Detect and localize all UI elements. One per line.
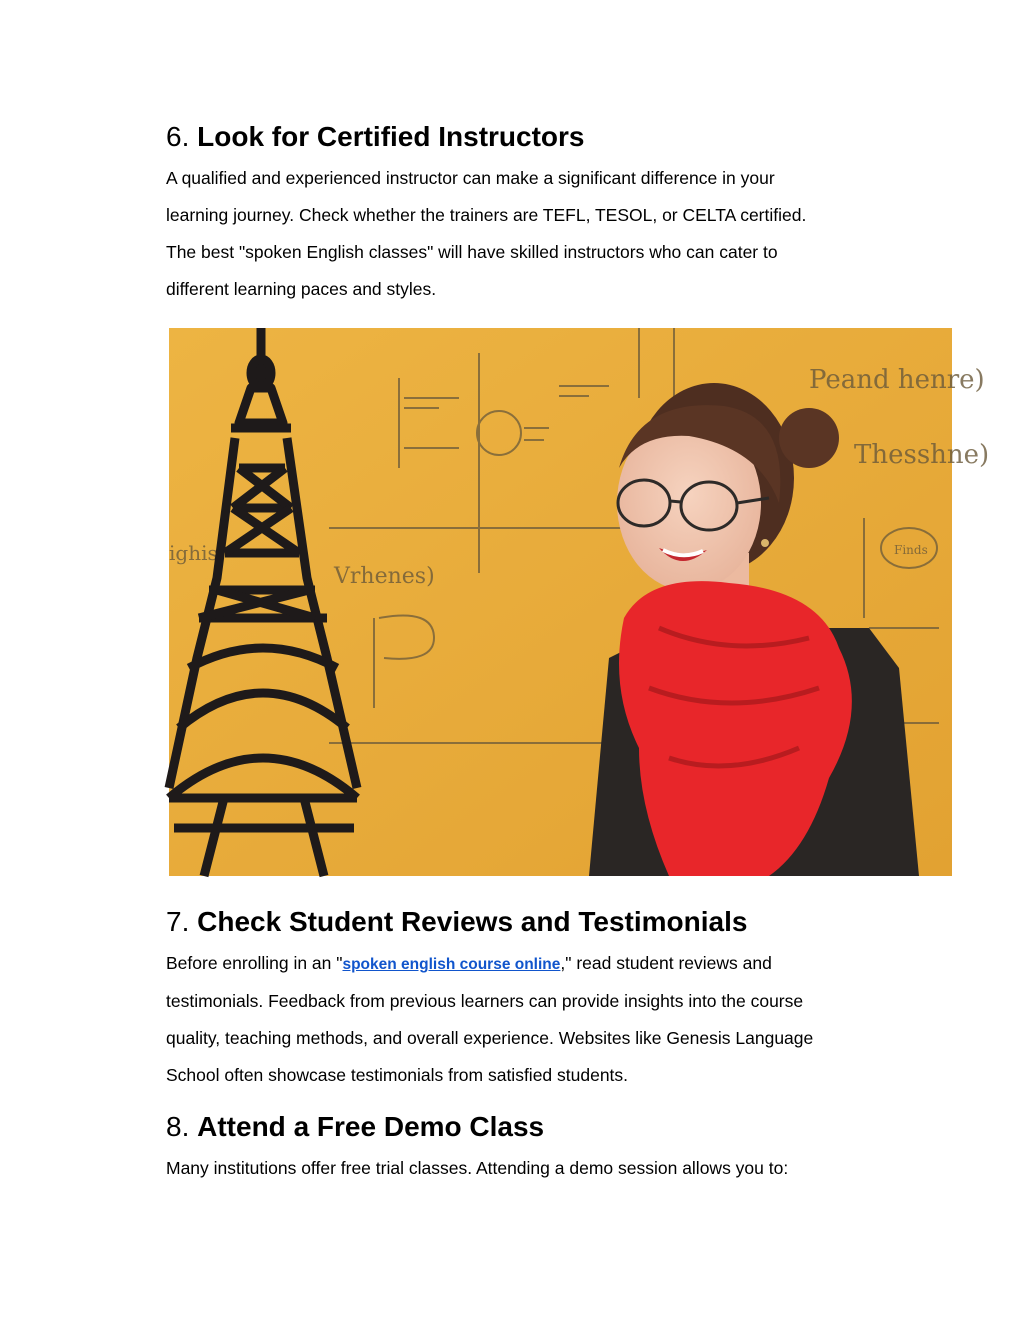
section-8-paragraph [166,1150,866,1187]
board-text-2: Thesshne) [854,440,990,470]
board-text-4: Vrhenes) [334,564,435,589]
paragraph-line: different learning paces and styles. [166,279,437,299]
paragraph-line: A qualified and experienced instructor can make a significant difference in your [166,168,775,188]
section-6-title: Look for Certified Instructors [197,121,585,152]
instructor-photo [169,328,990,876]
paragraph-line: School often showcase testimonials from satisfied students. [166,1065,629,1085]
paragraph-line [166,945,866,983]
section-7-title: Check Student Reviews and Testimonials [197,906,748,937]
link-trail-text: ," read student reviews and [560,953,772,973]
earring [761,539,769,547]
section-8-number: 8. [166,1111,190,1142]
link-lead-text: Before enrolling in an " [166,953,343,973]
hair-bun [779,408,839,468]
section-8-heading [166,1110,544,1144]
section-7-paragraph [166,945,866,1094]
paragraph-line: The best "spoken English classes" will have skilled instructors who can cater to [166,242,778,262]
section-6-paragraph [166,160,866,308]
section-7-heading [166,905,747,939]
board-text-3: ighis [169,541,218,565]
paragraph-line: quality, teaching methods, and overall experience. Websites like Genesis Language [166,1028,814,1048]
section-6-heading [166,120,585,154]
section-8-title: Attend a Free Demo Class [197,1111,545,1142]
paragraph-line: Many institutions offer free trial classes. Attending a demo session allows you to: [166,1158,789,1178]
instructor-photo-illustration [169,328,990,876]
section-6-number: 6. [166,121,190,152]
paragraph-line: learning journey. Check whether the trainers are TEFL, TESOL, or CELTA certified. [166,205,807,225]
board-text-5: Finds [894,543,928,557]
paragraph-line: testimonials. Feedback from previous learners can provide insights into the course [166,991,804,1011]
spoken-english-course-link[interactable]: spoken english course online [342,956,561,973]
section-7-number: 7. [166,906,190,937]
board-text-1: Peand henre) [809,365,985,395]
